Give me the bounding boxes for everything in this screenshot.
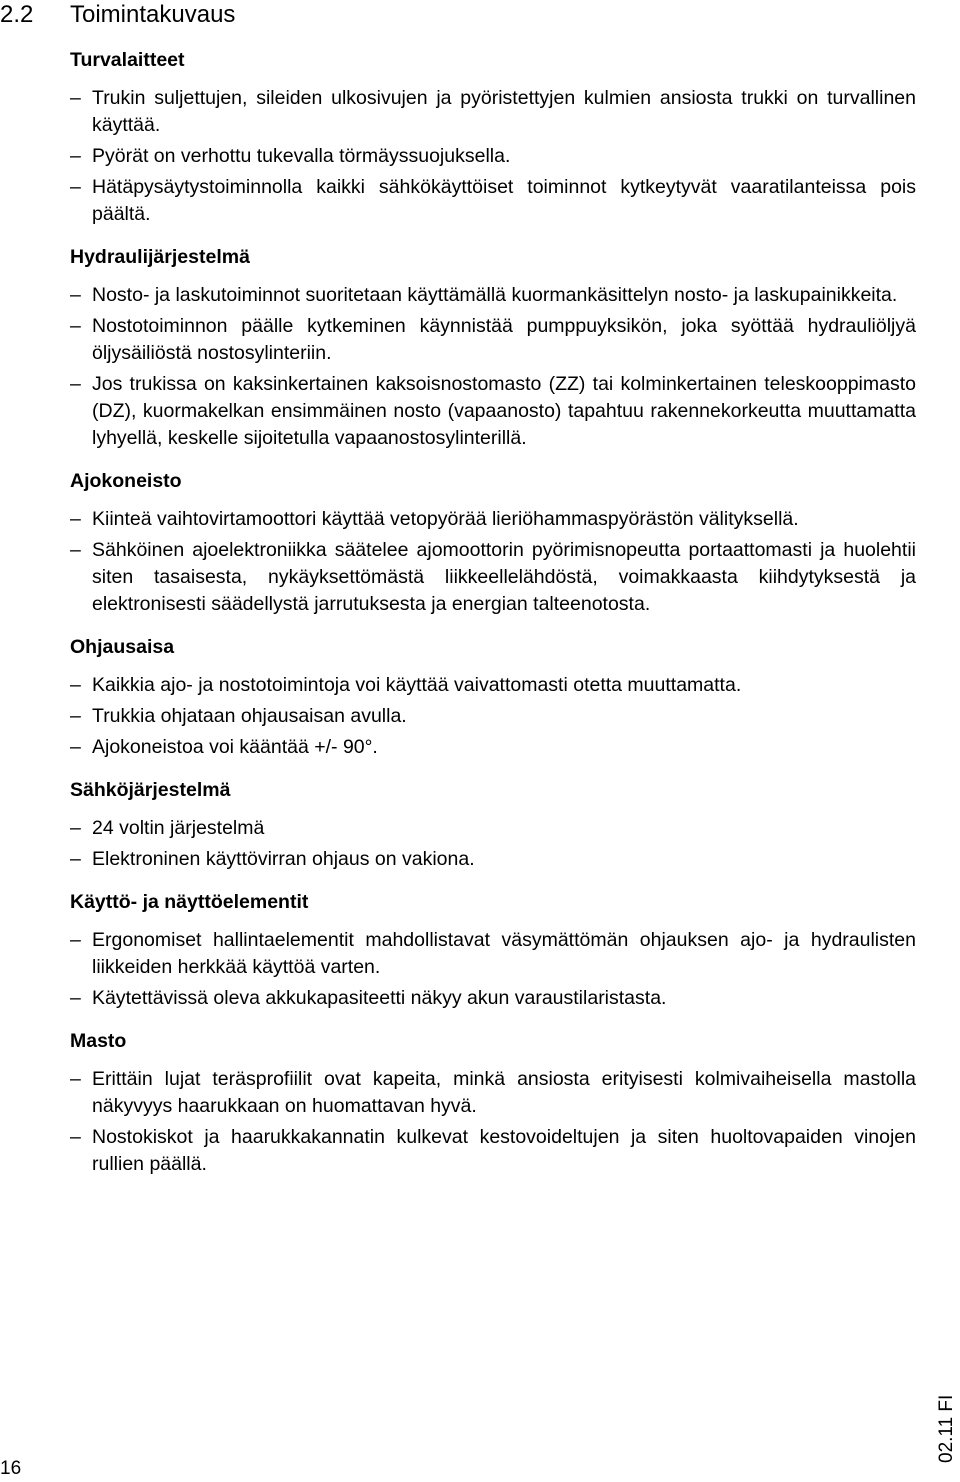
subsection-title: Hydraulijärjestelmä [70, 246, 250, 268]
list-item: – Ajokoneistoa voi kääntää +/- 90°. [70, 734, 916, 761]
list-item: – Erittäin lujat teräsprofiilit ovat kapeita, minkä ansiosta erityisesti kolmivaiheisella mastolla näkyvyys haarukkaan on huomattavan hyvä. [70, 1066, 916, 1120]
bullet-list [70, 282, 916, 452]
list-item: – Ergonomiset hallintaelementit mahdollistavat väsymättömän ohjauksen ajo- ja hydraulisten liikkeiden herkkää käyttöä varten. [70, 927, 916, 981]
subsection-title: Turvalaitteet [70, 49, 185, 71]
subsection-title: Ohjausaisa [70, 636, 175, 658]
bullet-list [70, 672, 916, 761]
list-item: – Elektroninen käyttövirran ohjaus on vakiona. [70, 846, 916, 873]
subsection-turvalaitteet [70, 47, 916, 228]
subsection-masto [70, 1028, 916, 1178]
list-item: – Nostokiskot ja haarukkakannatin kulkevat kestovoideltujen ja siten huoltovapaiden vinojen rullien päällä. [70, 1124, 916, 1178]
section-content [70, 47, 916, 1194]
list-item: – Sähköinen ajoelektroniikka säätelee ajomoottorin pyörimisnopeutta portaattomasti ja huolehtii siten tasaisesta, nykäyksettömästä liikkeellelähdöstä, voimakkaasta kiihdytyksestä ja elektronisesti säädellystä jarrutuksesta ja energian talteenotosta. [70, 537, 916, 618]
list-item: – Jos trukissa on kaksinkertainen kaksoisnostomasto (ZZ) tai kolminkertainen teleskooppimasto (DZ), kuormakelkan ensimmäinen nosto (vapaanosto) tapahtuu rakennekorkeutta muuttamatta lyhyellä, keskelle sijoitetulla vapaanostosylinterillä. [70, 371, 916, 452]
bullet-list [70, 1066, 916, 1178]
subsection-sahkojarjestelma [70, 777, 916, 873]
bullet-list [70, 506, 916, 618]
list-item: – Nostotoiminnon päälle kytkeminen käynnistää pumppuyksikön, joka syöttää hydrauliöljyä öljysäiliöstä nostosylinteriin. [70, 313, 916, 367]
list-item: – Käytettävissä oleva akkukapasiteetti näkyy akun varaustilaristasta. [70, 985, 916, 1012]
section-number: 2.2 [0, 1, 34, 28]
subsection-ajokoneisto [70, 468, 916, 618]
page-number: 16 [0, 1458, 22, 1479]
section-heading [0, 0, 235, 30]
list-item: – Kiinteä vaihtovirtamoottori käyttää vetopyörää lieriöhammaspyörästön välityksellä. [70, 506, 916, 533]
section-title: Toimintakuvaus [70, 1, 236, 28]
list-item: – 24 voltin järjestelmä [70, 815, 916, 842]
list-item: – Pyörät on verhottu tukevalla törmäyssuojuksella. [70, 143, 916, 170]
subsection-title: Masto [70, 1030, 127, 1052]
list-item: – Trukkia ohjataan ohjausaisan avulla. [70, 703, 916, 730]
subsection-kaytto-ja-nayttoelementit [70, 889, 916, 1012]
bullet-list [70, 927, 916, 1012]
subsection-title: Sähköjärjestelmä [70, 779, 231, 801]
list-item: – Trukin suljettujen, sileiden ulkosivujen ja pyöristettyjen kulmien ansiosta trukki on turvallinen käyttää. [70, 85, 916, 139]
subsection-title: Käyttö- ja näyttöelementit [70, 891, 309, 913]
subsection-hydraulijarjestelma [70, 244, 916, 452]
bullet-list [70, 815, 916, 873]
list-item: – Hätäpysäytystoiminnolla kaikki sähkökäyttöiset toiminnot kytkeytyvät vaaratilanteissa pois päältä. [70, 174, 916, 228]
list-item: – Kaikkia ajo- ja nostotoimintoja voi käyttää vaivattomasti otetta muuttamatta. [70, 672, 916, 699]
bullet-list [70, 85, 916, 228]
subsection-title: Ajokoneisto [70, 470, 182, 492]
list-item: – Nosto- ja laskutoiminnot suoritetaan käyttämällä kuormankäsittelyn nosto- ja laskupainikkeita. [70, 282, 916, 309]
subsection-ohjausaisa [70, 634, 916, 761]
document-code: 02.11 FI [936, 1394, 957, 1463]
